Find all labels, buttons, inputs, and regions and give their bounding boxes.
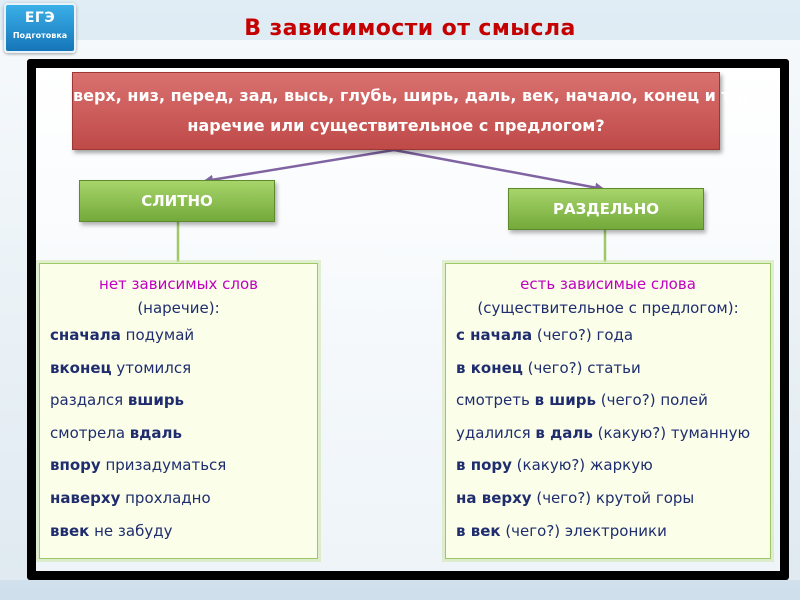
- example-text: (чего?) крутой горы: [531, 488, 695, 507]
- card-with-dependents: [445, 263, 771, 559]
- example-key-word: на верху: [456, 488, 532, 507]
- example-text: (какую?) туманную: [592, 423, 751, 442]
- logo-main-text: ЕГЭ: [24, 10, 56, 26]
- example-text: не забуду: [89, 521, 173, 540]
- question-line-1: верх, низ, перед, зад, высь, глубь, ширь, даль, век, начало, конец и т.д. –: [73, 86, 770, 105]
- example-text: смотрела: [50, 423, 130, 442]
- example-text: (чего?) статьи: [522, 358, 641, 377]
- example-text: подумай: [120, 326, 195, 344]
- example-key-word: в век: [456, 521, 501, 540]
- label-together: СЛИТНО: [79, 180, 275, 222]
- example-row: [446, 417, 770, 450]
- card-heading: есть зависимые слова: [520, 275, 696, 293]
- card-no-dependents: [39, 263, 318, 559]
- example-key-word: вдаль: [129, 423, 182, 442]
- example-row: [40, 482, 317, 515]
- example-text: (чего?) года: [532, 326, 634, 344]
- example-row: [446, 384, 770, 417]
- card-subheading: (существительное с предлогом):: [477, 299, 739, 317]
- label-separately: РАЗДЕЛЬНО: [508, 188, 704, 230]
- example-key-word: в ширь: [534, 391, 596, 410]
- example-row: [446, 352, 770, 385]
- example-key-word: вширь: [127, 391, 185, 410]
- card-subheading: (наречие):: [137, 299, 220, 317]
- example-text: смотреть: [456, 391, 535, 410]
- example-row: [446, 449, 770, 482]
- example-list: [40, 319, 317, 547]
- card-heading: нет зависимых слов: [99, 275, 258, 293]
- example-text: утомился: [111, 358, 192, 377]
- example-row: [40, 352, 317, 385]
- example-key-word: с начала: [456, 326, 533, 344]
- question-line-2: наречие или существительное с предлогом?: [187, 116, 605, 135]
- example-text: (чего?) электроники: [500, 521, 667, 540]
- example-text: (чего?) полей: [595, 391, 708, 410]
- example-row: [446, 515, 770, 548]
- example-list: [446, 319, 770, 547]
- example-row: [446, 482, 770, 515]
- example-row: [40, 384, 317, 417]
- example-row: [40, 319, 317, 352]
- example-row: [40, 449, 317, 482]
- arrow-left: [205, 150, 394, 181]
- example-text: удалился: [456, 423, 536, 442]
- example-key-word: в пору: [456, 456, 512, 475]
- example-key-word: в конец: [456, 358, 523, 377]
- example-row: [40, 515, 317, 548]
- example-text: призадуматься: [100, 456, 227, 475]
- example-key-word: сначала: [50, 326, 121, 344]
- example-text: раздался: [50, 391, 128, 410]
- question-box: [72, 72, 770, 150]
- example-key-word: наверху: [50, 488, 121, 507]
- arrow-right: [394, 150, 603, 189]
- example-text: прохладно: [120, 488, 211, 507]
- example-text: (какую?) жаркую: [511, 456, 653, 475]
- example-key-word: вконец: [50, 358, 112, 377]
- slide-title: В зависимости от смысла: [244, 16, 576, 41]
- example-row: [40, 417, 317, 450]
- example-key-word: ввек: [50, 521, 90, 540]
- logo-sub-text: Подготовка: [12, 31, 68, 40]
- example-key-word: в даль: [535, 423, 593, 442]
- example-row: [446, 319, 770, 352]
- example-key-word: впору: [50, 456, 101, 475]
